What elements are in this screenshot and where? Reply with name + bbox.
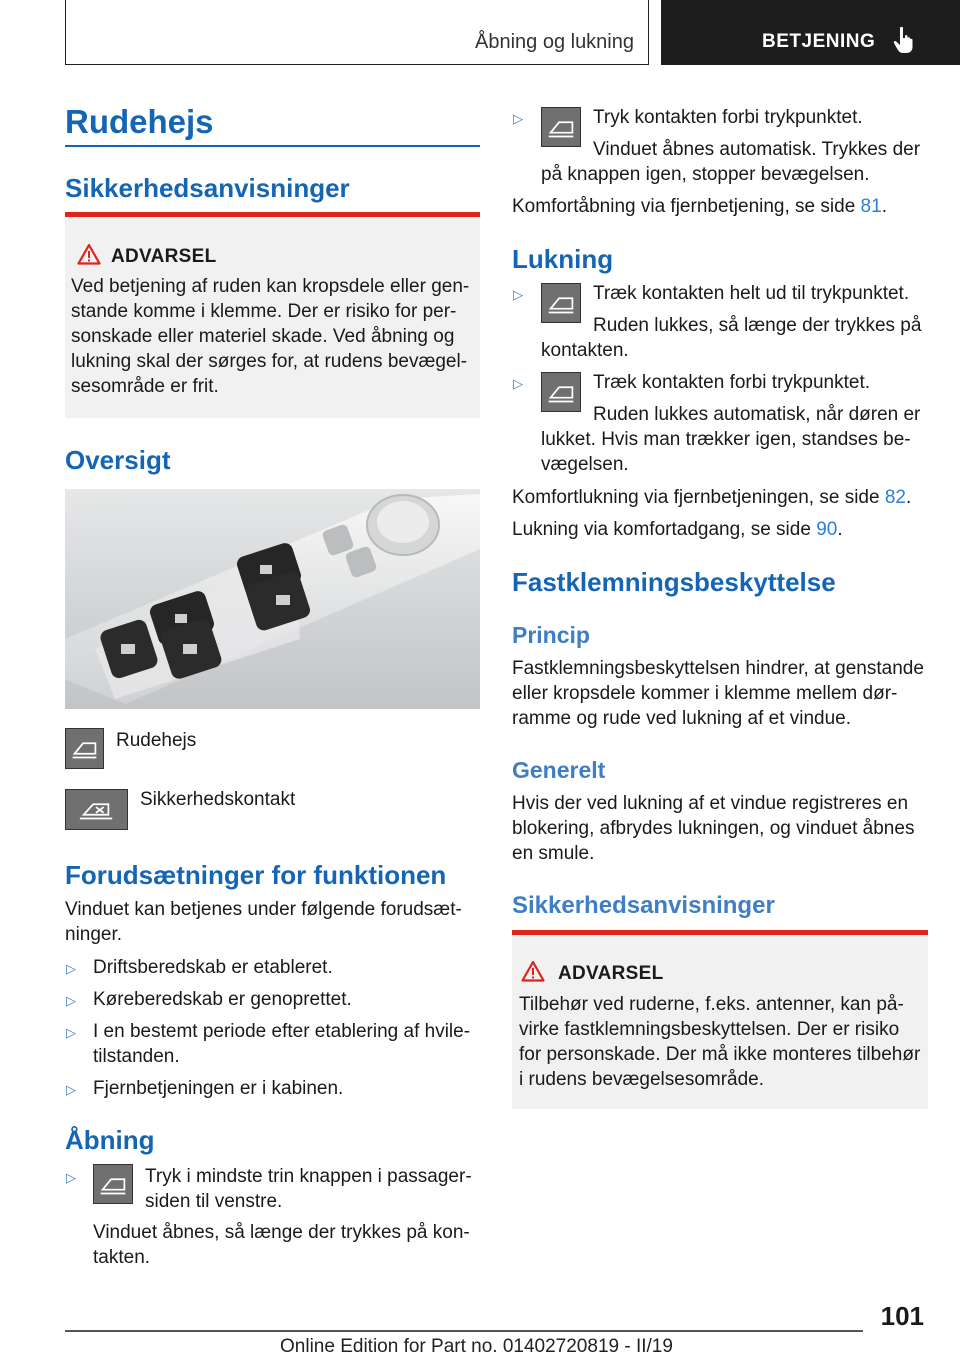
- comfort-access-page-link[interactable]: 90: [816, 519, 838, 540]
- comfort-access-ref: [512, 517, 843, 542]
- footer-edition: Online Edition for Part no. 01402720819 - II/19: [280, 1336, 673, 1357]
- safety-heading-left: Sikkerhedsanvisninger: [65, 173, 350, 203]
- door-switch-photo: [65, 489, 480, 709]
- prereq-item: Fjernbetjeningen er i kabinen.: [93, 1078, 344, 1099]
- warning-triangle-icon: [77, 243, 101, 265]
- legend-label-safety-switch: Sikkerhedskontakt: [140, 789, 296, 810]
- warning-line: Tilbehør ved ruderne, f.eks. antenner, kan på-: [519, 994, 904, 1015]
- principle-line: eller kropsdele kommer i klemme mellem dør-: [512, 683, 898, 704]
- comfort-open-text: Komfortåbning via fjernbetjening, se side: [512, 196, 861, 217]
- punctuation: .: [837, 519, 843, 540]
- window-lift-icon: [65, 728, 104, 769]
- pinch-protection-heading: Fastklemningsbeskyttelse: [512, 567, 836, 597]
- warning-line: Ved betjening af ruden kan kropsdele eller gen-: [71, 276, 470, 297]
- opening-step1-action-cont: siden til venstre.: [145, 1191, 283, 1212]
- bullet-icon: ▷: [66, 961, 76, 976]
- closing-step2-result-cont: vægelsen.: [541, 454, 629, 475]
- comfort-close-page-link[interactable]: 82: [884, 487, 906, 508]
- bullet-icon: ▷: [66, 993, 76, 1008]
- prereq-heading: Forudsætninger for funktionen: [65, 860, 447, 890]
- bullet-icon: ▷: [66, 1025, 76, 1040]
- opening-heading: Åbning: [65, 1125, 155, 1155]
- principle-line: Fastklemningsbeskyttelsen hindrer, at genstande: [512, 658, 924, 679]
- closing-step1-action: Træk kontakten helt ud til trykpunktet.: [593, 283, 910, 304]
- comfort-access-text: Lukning via komfortadgang, se side: [512, 519, 817, 540]
- legend-label-window-lift: Rudehejs: [116, 730, 197, 751]
- opening-step2-action: Tryk kontakten forbi trykpunktet.: [593, 107, 863, 128]
- header-section-box: [65, 0, 649, 65]
- bullet-icon: ▷: [513, 376, 523, 391]
- page-title: Rudehejs: [65, 103, 214, 140]
- closing-step2-result: Ruden lukkes automatisk, når døren er: [593, 404, 921, 425]
- closing-step2-result-cont: lukket. Hvis man trækker igen, standses be-: [541, 429, 911, 450]
- punctuation: .: [881, 196, 887, 217]
- closing-step1-result-cont: kontakten.: [541, 340, 629, 361]
- bullet-icon: ▷: [66, 1170, 76, 1185]
- warning-line: i rudens bevægelsesområde.: [519, 1069, 765, 1090]
- window-lift-icon: [93, 1164, 133, 1204]
- header-chapter-tab: [661, 0, 960, 65]
- warning-line: lukning skal der sørges for, at rudens bevægel-: [71, 351, 468, 372]
- prereq-item-cont: tilstanden.: [93, 1046, 180, 1067]
- footer-divider: [65, 1330, 863, 1332]
- opening-step1-result: Vinduet åbnes, så længe der trykkes på kon-: [93, 1222, 470, 1243]
- closing-heading: Lukning: [512, 244, 614, 274]
- closing-step2-action: Træk kontakten forbi trykpunktet.: [593, 372, 871, 393]
- principle-heading: Princip: [512, 622, 590, 648]
- prereq-item: Køreberedskab er genoprettet.: [93, 989, 352, 1010]
- hand-pointer-icon: [892, 26, 918, 54]
- comfort-open-ref: [512, 194, 887, 219]
- principle-line: ramme og rude ved lukning af et vindue.: [512, 708, 852, 729]
- opening-step2-result-cont: på knappen igen, stopper bevægelsen.: [541, 164, 870, 185]
- opening-step1-result-cont: takten.: [93, 1247, 151, 1268]
- warning-line: stande komme i klemme. Der er risiko for per-: [71, 301, 457, 322]
- warning-line: sonskade eller materiel skade. Ved åbning og: [71, 326, 455, 347]
- prereq-item: I en bestemt periode efter etablering af hvile-: [93, 1021, 471, 1042]
- header-section-title: Åbning og lukning: [474, 31, 634, 53]
- header-chapter-title: BETJENING: [762, 31, 876, 52]
- closing-step1-result: Ruden lukkes, så længe der trykkes på: [593, 315, 922, 336]
- comfort-close-text: Komfortlukning via fjernbetjeningen, se side: [512, 487, 885, 508]
- general-heading: Generelt: [512, 757, 606, 783]
- safety-switch-icon: [65, 789, 128, 830]
- warning-line: sesområde er frit.: [71, 376, 219, 397]
- safety-heading-right: Sikkerhedsanvisninger: [512, 892, 775, 919]
- bullet-icon: ▷: [66, 1082, 76, 1097]
- general-line: en smule.: [512, 843, 595, 864]
- comfort-close-ref: [512, 485, 911, 510]
- warning-line: for personskade. Der må ikke monteres tilbehør: [519, 1044, 921, 1065]
- comfort-open-page-link[interactable]: 81: [860, 196, 882, 217]
- overview-heading: Oversigt: [65, 445, 171, 475]
- warning-label: ADVARSEL: [111, 246, 217, 267]
- prereq-intro: Vinduet kan betjenes under følgende forudsæt-: [65, 899, 462, 920]
- warning-box-2: [512, 930, 928, 1109]
- general-line: Hvis der ved lukning af et vindue registreres en: [512, 793, 909, 814]
- warning-line: virke fastklemningsbeskyttelsen. Der er risiko: [519, 1019, 900, 1040]
- window-lift-icon: [541, 283, 581, 323]
- title-underline: [65, 145, 480, 147]
- page-number: 101: [880, 1301, 924, 1331]
- window-lift-icon: [541, 107, 581, 147]
- bullet-icon: ▷: [513, 111, 523, 126]
- bullet-icon: ▷: [513, 287, 523, 302]
- warning-label: ADVARSEL: [558, 963, 664, 984]
- opening-step2-result: Vinduet åbnes automatisk. Trykkes der: [593, 139, 921, 160]
- prereq-intro: ninger.: [65, 924, 123, 945]
- opening-step1-action: Tryk i mindste trin knappen i passager-: [145, 1166, 472, 1187]
- window-lift-icon: [541, 372, 581, 412]
- prereq-item: Driftsberedskab er etableret.: [93, 957, 333, 978]
- warning-triangle-icon: [521, 960, 545, 982]
- warning-box-1: [65, 212, 480, 418]
- general-line: blokering, afbrydes lukningen, og vinduet åbnes: [512, 818, 915, 839]
- punctuation: .: [905, 487, 912, 508]
